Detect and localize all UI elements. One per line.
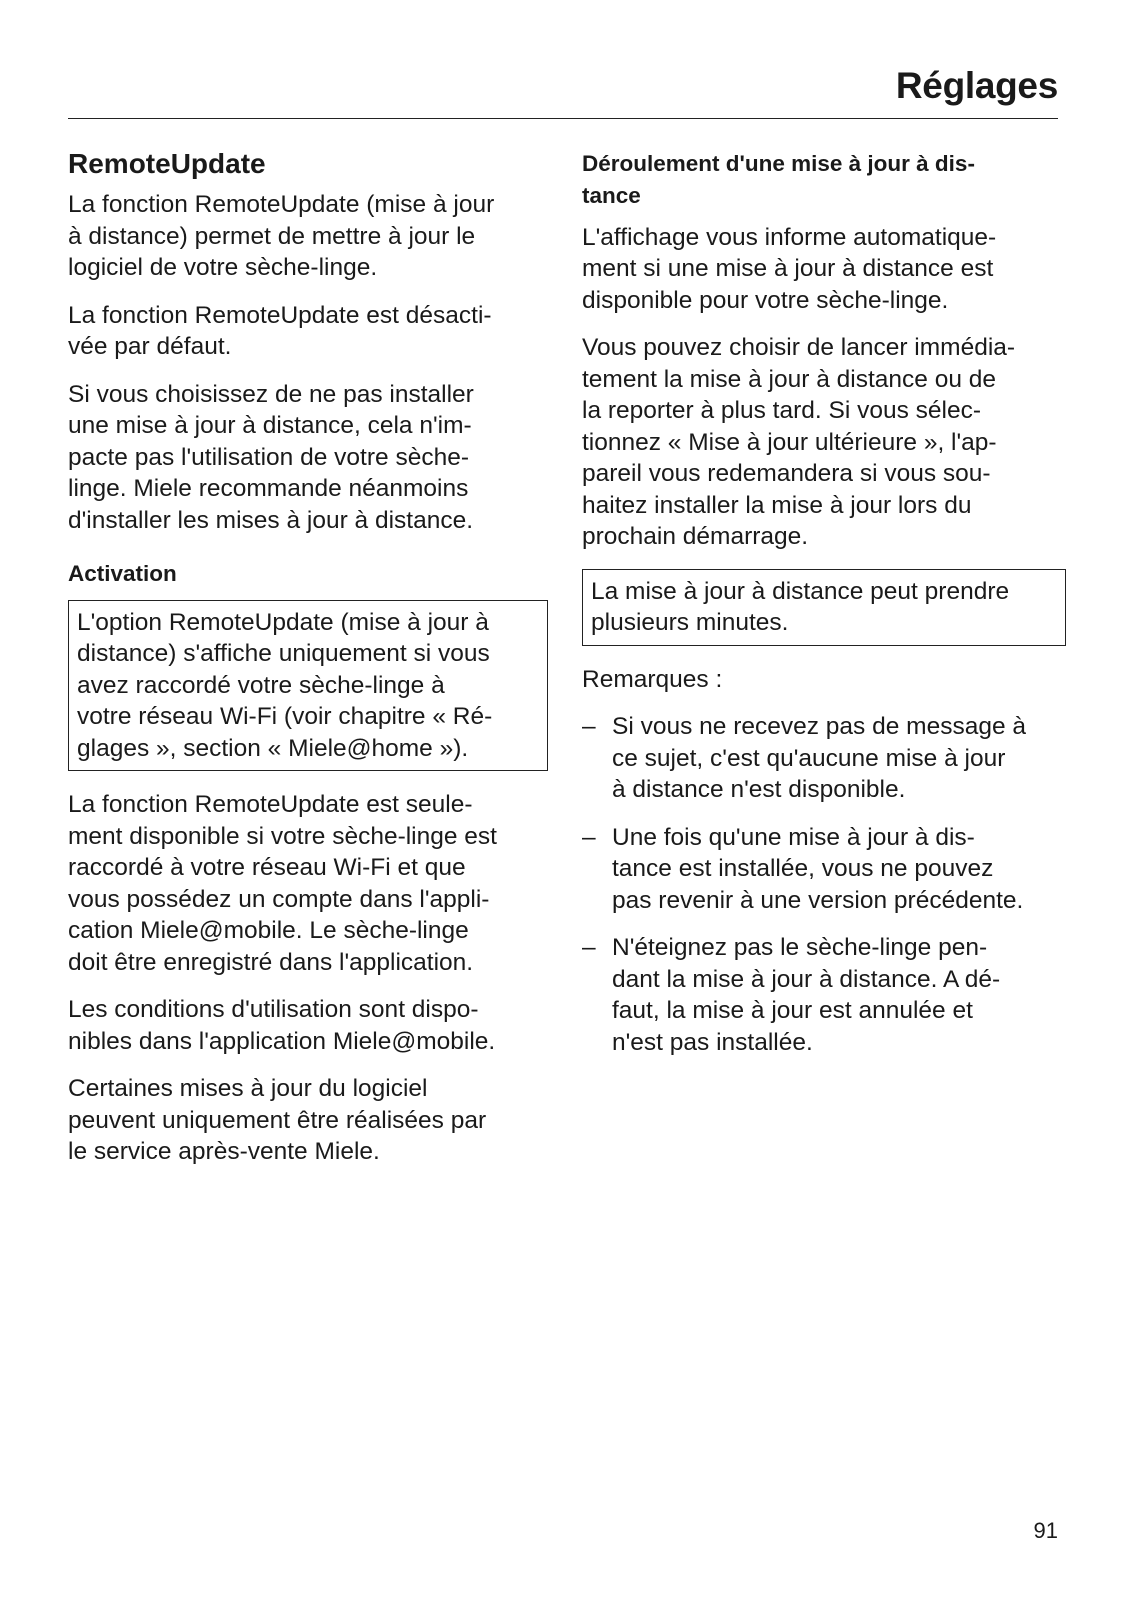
list-item-text: Si vous ne recevez pas de message à ce sujet, c'est qu'aucune mise à jour à distance n'est disponible. <box>612 713 1027 804</box>
list-item-text: N'éteignez pas le sèche-linge pen- dant la mise à jour à distance. A dé- faut, la mise à jour est annulée et n'est pas installée. <box>612 934 1001 1056</box>
header-divider <box>68 118 1058 119</box>
list-item-text: Une fois qu'une mise à jour à dis- tance est installée, vous ne pouvez pas revenir à une version précédente. <box>612 823 1024 914</box>
dash-bullet-icon: – <box>582 823 596 851</box>
paragraph: L'affichage vous informe automatique- ment si une mise à jour à distance est disponible pour votre sèche-linge. <box>582 223 997 314</box>
page-header-title: Réglages <box>895 65 1058 106</box>
paragraph: Si vous choisissez de ne pas installer une mise à jour à distance, cela n'im- pacte pas l'utilisation de votre sèche- linge. Miele recommande néanmoins d'installer les mises à jour à distance. <box>68 380 474 534</box>
note-text: La mise à jour à distance peut prendre plusieurs minutes. <box>591 577 1010 637</box>
page-number: 91 <box>1033 1518 1058 1543</box>
list-item <box>582 932 1066 1058</box>
section-title-remoteupdate: RemoteUpdate <box>68 148 266 179</box>
paragraph: La fonction RemoteUpdate (mise à jour à distance) permet de mettre à jour le logiciel de votre sèche-linge. <box>68 191 495 281</box>
dash-bullet-icon: – <box>582 934 596 962</box>
note-box-activation <box>68 600 548 772</box>
paragraph: La fonction RemoteUpdate est désacti- vée par défaut. <box>68 301 492 360</box>
subsection-title-deroulement: Déroulement d'une mise à jour à dis- tance <box>582 151 975 208</box>
subsection-title-activation: Activation <box>68 561 177 586</box>
paragraph: Certaines mises à jour du logiciel peuvent uniquement être réalisées par le service après-vente Miele. <box>68 1075 487 1166</box>
list-item <box>582 711 1066 806</box>
note-text: L'option RemoteUpdate (mise à jour à distance) s'affiche uniquement si vous avez raccordé votre sèche-linge à votre réseau Wi-Fi (voir chapitre « Ré- glages », section « Miele@home »). <box>77 608 493 762</box>
paragraph: Les conditions d'utilisation sont dispo- nibles dans l'application Miele@mobile. <box>68 996 496 1055</box>
remarks-label: Remarques : <box>582 665 723 693</box>
paragraph: Vous pouvez choisir de lancer immédia- tement la mise à jour à distance ou de la reporter à plus tard. Si vous sélec- tionnez « Mise à jour ultérieure », l'ap- pareil vous redemandera si vous sou- haitez installer la mise à jour lors du prochain démarrage. <box>582 334 1016 551</box>
dash-bullet-icon: – <box>582 713 596 741</box>
list-item <box>582 822 1066 917</box>
remarks-list <box>582 711 1066 1058</box>
left-column <box>68 146 548 1184</box>
paragraph: La fonction RemoteUpdate est seule- ment disponible si votre sèche-linge est raccordé à votre réseau Wi-Fi et que vous possédez un compte dans l'appli- cation Miele@mobile. Le sèche-linge doit être enregistré dans l'application. <box>68 791 497 976</box>
right-column <box>582 148 1066 1074</box>
note-box-duration <box>582 569 1066 646</box>
